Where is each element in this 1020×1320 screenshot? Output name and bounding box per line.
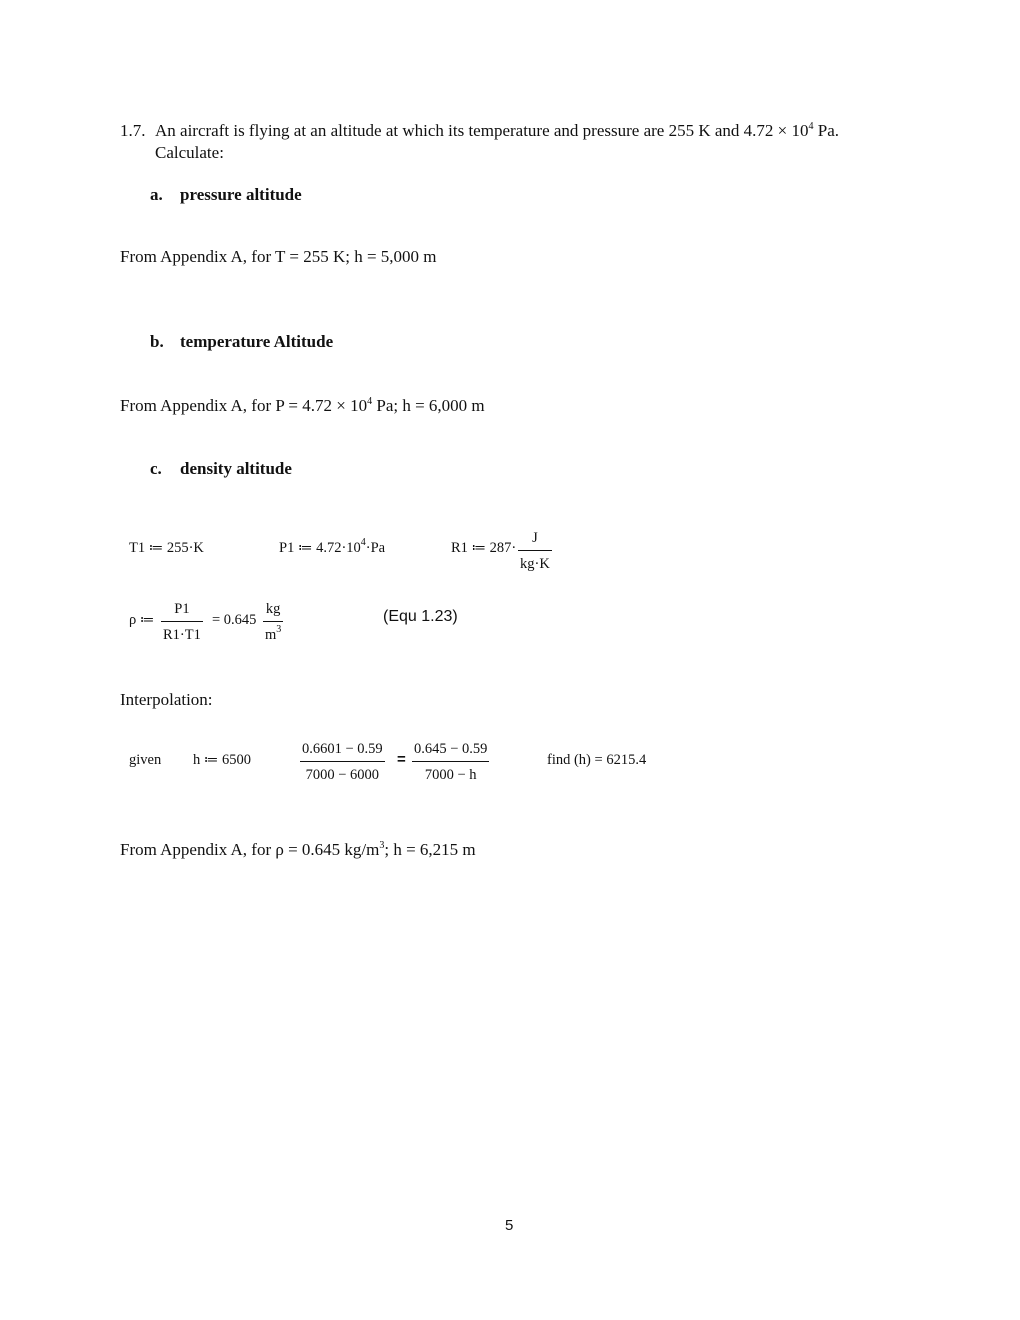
problem-calculate: Calculate: — [155, 143, 224, 162]
interpolation-label: Interpolation: — [120, 690, 213, 709]
part-c-answer — [120, 840, 476, 860]
p1-unit: ·Pa — [365, 540, 386, 556]
r1-unit-denominator: kg·K — [520, 556, 550, 572]
interp-left-fraction — [300, 740, 385, 784]
part-c-letter: c. — [150, 459, 162, 478]
equation-reference: (Equ 1.23) — [383, 608, 458, 625]
rho-numerator: P1 — [174, 601, 190, 617]
part-a-title: pressure altitude — [180, 185, 302, 204]
part-b-letter: b. — [150, 332, 164, 351]
rho-fraction — [161, 600, 203, 644]
part-c-answer-exponent: 3 — [379, 840, 385, 851]
statement-exponent: 4 — [808, 121, 814, 132]
p1-definition — [279, 537, 386, 557]
rho-unit-exponent: 3 — [276, 624, 282, 635]
part-b-answer-exponent: 4 — [367, 396, 373, 407]
rho-unit-base: m — [265, 627, 277, 643]
part-b-title: temperature Altitude — [180, 332, 334, 351]
statement-unit: Pa. — [813, 121, 839, 140]
interp-left-denominator: 7000 − 6000 — [305, 767, 380, 783]
fraction-bar — [300, 761, 385, 762]
interp-right-denominator: 7000 − h — [424, 767, 477, 783]
part-a-answer: From Appendix A, for T = 255 K; h = 5,000 m — [120, 247, 437, 266]
find-result: find (h) = 6215.4 — [547, 752, 647, 768]
part-c-answer-rest: ; h = 6,215 m — [384, 840, 476, 859]
interp-right-numerator: 0.645 − 0.59 — [414, 741, 488, 757]
page-number: 5 — [505, 1217, 514, 1234]
part-b-answer — [120, 396, 485, 416]
part-a-letter: a. — [150, 185, 163, 204]
fraction-bar — [263, 621, 283, 622]
problem-number: 1.7. — [120, 121, 146, 140]
part-c-title: density altitude — [180, 459, 292, 478]
h-definition: h ≔ 6500 — [193, 752, 251, 768]
fraction-bar — [412, 761, 489, 762]
rho-unit-denominator — [263, 626, 283, 644]
interp-left-numerator: 0.6601 − 0.59 — [302, 741, 383, 757]
interp-right-fraction — [412, 740, 489, 784]
p1-exponent: 4 — [360, 537, 366, 548]
r1-unit-numerator: J — [532, 530, 538, 546]
part-c-answer-text: From Appendix A, for ρ = 0.645 kg/m — [120, 840, 380, 859]
rho-unit-numerator: kg — [265, 601, 281, 617]
r1-definition-lhs: R1 ≔ 287· — [451, 540, 517, 556]
p1-mantissa: P1 ≔ 4.72·10 — [279, 540, 361, 556]
rho-result: = 0.645 — [212, 612, 257, 628]
rho-lhs: ρ ≔ — [129, 612, 155, 628]
statement-text: An aircraft is flying at an altitude at which its temperature and pressure are 255 K and 4.72 × 10 — [155, 121, 809, 140]
given-keyword: given — [129, 752, 162, 768]
rho-unit-fraction — [263, 600, 283, 644]
fraction-bar — [161, 621, 203, 622]
t1-definition: T1 ≔ 255·K — [129, 540, 204, 556]
problem-statement — [155, 121, 839, 141]
rho-denominator: R1·T1 — [163, 627, 201, 643]
fraction-bar — [518, 550, 552, 551]
interp-equals: = — [397, 751, 406, 768]
part-b-answer-rest: Pa; h = 6,000 m — [372, 396, 485, 415]
r1-unit-fraction — [518, 529, 552, 573]
part-b-answer-text: From Appendix A, for P = 4.72 × 10 — [120, 396, 368, 415]
